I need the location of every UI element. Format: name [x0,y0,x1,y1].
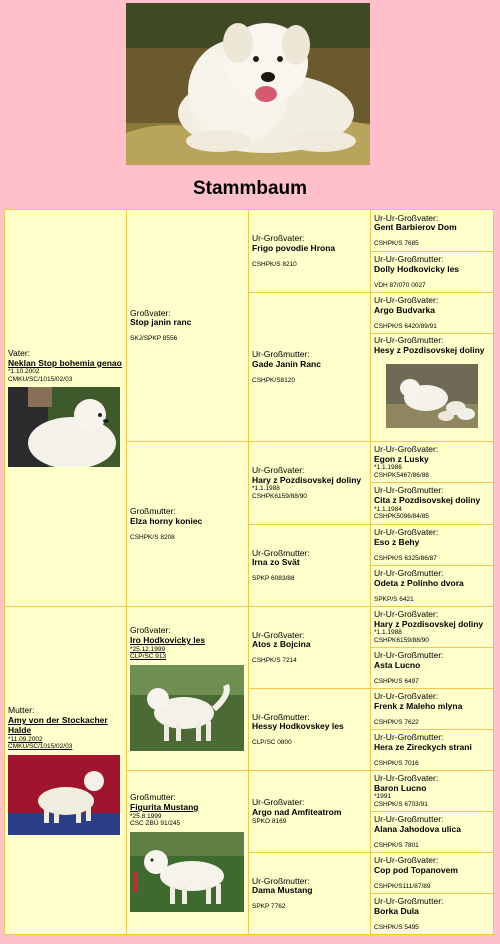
ancestor-cell [371,730,494,771]
dam-gf-reg-link[interactable]: CLP/SC 913 [130,653,167,661]
ancestor-name: Borka Dula [374,905,419,916]
ancestor-name: Dolly Hodkovicky les [374,263,460,274]
ancestor-cell [371,648,494,689]
ancestor-name: Frenk z Maleho mlyna [374,700,463,711]
ancestor-cell [371,771,494,812]
ancestor-role: Ur-Großmutter: [252,711,310,722]
ancestor-role: Ur-Großvater: [252,797,305,807]
hero-dog-photo [126,3,370,165]
ancestor-reg: CSHPK/S 6325/86/87 [374,554,437,562]
dam-born-link[interactable]: *11.09.2002 [8,735,43,743]
ancestor-name: Eso z Behy [374,536,420,547]
sire-gf-ggf-cell [249,210,371,293]
dam-name-link[interactable]: Amy von der Stockacher Halde [8,715,108,735]
dam-role: Mutter: [8,705,35,716]
sire-grandmother-cell [127,442,249,607]
ancestor-name: Gade Janin Ranc [252,358,321,369]
sire-gm-ggm-cell [249,525,371,607]
ancestor-reg: SPKO 8169 [252,817,287,825]
ancestor-name: Hary z Pozdisovskej doliny [374,618,484,629]
ancestor-role: Ur-Ur-Großvater: [374,608,439,619]
ancestor-role: Ur-Ur-Großmutter: [374,650,444,660]
sire-gm-ggf-cell [249,442,371,525]
dam-gm-born: *25.8.1999 [130,812,162,820]
ancestor-name: Cop pod Topanovem [374,864,458,875]
ancestor-reg: CSHPK5467/86/88 [374,471,429,479]
ancestor-role: Ur-Ur-Großvater: [374,691,439,701]
ancestor-reg: CSHPK/S 7622 [374,718,419,726]
ancestor-born: *1.1.1988 [374,629,402,637]
ancestor-reg: CSHPK/S 7016 [374,759,419,767]
dam-gf-photo [130,665,244,751]
sire-gm-reg: CSHPK/S 8208 [130,533,175,541]
ancestor-reg: CSHPK/S 7214 [252,657,297,665]
ancestor-name: Dama Mustang [252,885,313,896]
ancestor-reg: CSHPK/S 7685 [374,240,419,248]
pedigree-table [4,209,494,935]
ancestor-name: Irna zo Svät [252,557,300,568]
ancestor-reg: CSHPK6159/88/90 [374,636,429,644]
ancestor-born: *1.1.1986 [374,464,402,472]
sire-gf-name: Stop janin ranc [130,317,192,328]
sire-reg: CMKU/SC/1015/02/03 [8,375,73,383]
ancestor-name: Alana Jahodova ulica [374,823,461,834]
ancestor-reg: CSHPK/S 6497 [374,677,419,685]
dam-gm-ggm-cell [249,853,371,935]
ancestor-cell [371,252,494,293]
dam-cell [5,607,127,935]
ancestor-role: Ur-Ur-Großvater: [374,855,439,865]
ancestor-name: Asta Lucno [374,659,421,670]
ancestor-cell [371,210,494,252]
sire-name-link[interactable]: Neklan Stop bohemia genao [8,357,122,368]
ancestor-reg: SPKP 7762 [252,903,286,911]
ancestor-role: Ur-Großmutter: [252,547,310,558]
dam-reg-link[interactable]: CMKU/SC/1015/02/03 [8,743,73,751]
ancestor-reg: CSHPK/S 5495 [374,923,419,931]
page-title: Stammbaum [192,178,308,199]
sire-gf-role: Großvater: [130,307,171,318]
ancestor-cell [371,894,494,935]
ancestor-cell [371,334,494,442]
ancestor-reg: CSHPK/S 6703/91 [374,800,428,808]
ancestor-name: Argo Budvarka [374,304,435,315]
ancestor-dogs-photo [386,364,478,428]
ancestor-role: Ur-Ur-Großmutter: [374,485,444,496]
dam-gf-ggm-cell [249,689,371,771]
ancestor-name: Cita z Pozdisovskej doliny [374,495,481,506]
ancestor-role: Ur-Ur-Großmutter: [374,335,444,345]
dam-gm-name-link[interactable]: Figurita Mustang [130,802,199,813]
ancestor-reg: CLP/SC 0800 [252,739,292,747]
ancestor-reg: CSHPK6159/88/90 [252,492,307,500]
ancestor-cell [371,525,494,566]
ancestor-role: Ur-Ur-Großvater: [374,295,439,305]
dam-photo [8,755,120,835]
ancestor-name: Hera ze Zireckych strani [374,741,472,752]
sire-role: Vater: [8,347,31,358]
ancestor-reg: SPKP/S 6421 [374,595,414,603]
ancestor-reg: CSHPK/S 8210 [252,260,297,268]
ancestor-reg: SPKP 6083/88 [252,575,295,583]
ancestor-reg: CSHPK/S 7801 [374,841,419,849]
sire-cell [5,210,127,607]
ancestor-role: Ur-Ur-Großvater: [374,212,439,223]
ancestor-born: *1.1.1988 [252,485,280,493]
ancestor-role: Ur-Ur-Großmutter: [374,254,444,264]
ancestor-cell [371,689,494,730]
ancestor-role: Ur-Ur-Großvater: [374,772,439,783]
ancestor-name: Egon z Lusky [374,453,429,464]
ancestor-reg: CSHPK/S8120 [252,376,295,384]
ancestor-cell [371,566,494,607]
ancestor-name: Atos z Bojcina [252,639,311,650]
ancestor-name: Gent Barbierov Dom [374,222,457,233]
dam-grandmother-cell [127,771,249,935]
sire-grandfather-cell [127,210,249,442]
dam-gm-reg: CSC ZBÚ 91/245 [130,820,181,828]
ancestor-cell [371,812,494,853]
ancestor-role: Ur-Ur-Großvater: [374,527,439,537]
ancestor-cell [371,442,494,483]
ancestor-reg: CSHPK/S 6420/89/91 [374,322,437,330]
ancestor-name: Odeta z Polinho dvora [374,577,464,588]
ancestor-born: *1.1.1984 [374,505,402,513]
ancestor-role: Ur-Ur-Großmutter: [374,568,444,578]
ancestor-role: Ur-Großmutter: [252,875,310,886]
ancestor-reg: CSHPK/S111/87/89 [374,882,431,890]
ancestor-role: Ur-Großvater: [252,233,305,243]
ancestor-role: Ur-Ur-Großmutter: [374,732,444,742]
dam-gf-name-link[interactable]: Iro Hodkovicky les [130,635,206,646]
ancestor-role: Ur-Großvater: [252,629,305,640]
ancestor-cell [371,607,494,648]
sire-gf-ggm-cell [249,293,371,442]
dam-gm-photo [130,832,244,912]
sire-gf-reg: SKJ/SPKP 8556 [130,335,178,343]
dam-gf-role: Großvater: [130,625,171,636]
ancestor-cell [371,853,494,894]
sire-gm-name: Elza horny koniec [130,515,203,526]
ancestor-name: Frigo povodie Hrona [252,242,336,253]
sire-born: *1.10.2002 [8,368,40,376]
ancestor-born: *1991 [374,793,391,801]
dam-gf-born-link[interactable]: *25.12.1999 [130,645,166,653]
dam-gf-ggf-cell [249,607,371,689]
ancestor-cell [371,483,494,525]
sire-photo [8,387,120,467]
ancestor-name: Hary z Pozdisovskej doliny [252,474,362,485]
ancestor-role: Ur-Ur-Großmutter: [374,896,444,906]
dam-gm-role: Großmutter: [130,792,176,803]
dam-gm-ggf-cell [249,771,371,853]
ancestor-name: Baron Lucno [374,782,427,793]
ancestor-reg: CSHPK5096/84/85 [374,513,429,521]
dam-grandfather-cell [127,607,249,771]
ancestor-reg: VDH 87/070 0027 [374,281,426,289]
ancestor-name: Hessy Hodkovskey les [252,721,344,732]
ancestor-cell [371,293,494,334]
ancestor-role: Ur-Großmutter: [252,349,310,359]
ancestor-role: Ur-Ur-Großmutter: [374,814,444,824]
ancestor-name: Argo nad Amfiteatrom [252,806,342,817]
sire-gm-role: Großmutter: [130,506,176,516]
ancestor-name: Hesy z Pozdisovskej doliny [374,344,485,355]
ancestor-role: Ur-Ur-Großvater: [374,443,439,454]
ancestor-role: Ur-Großvater: [252,464,305,475]
